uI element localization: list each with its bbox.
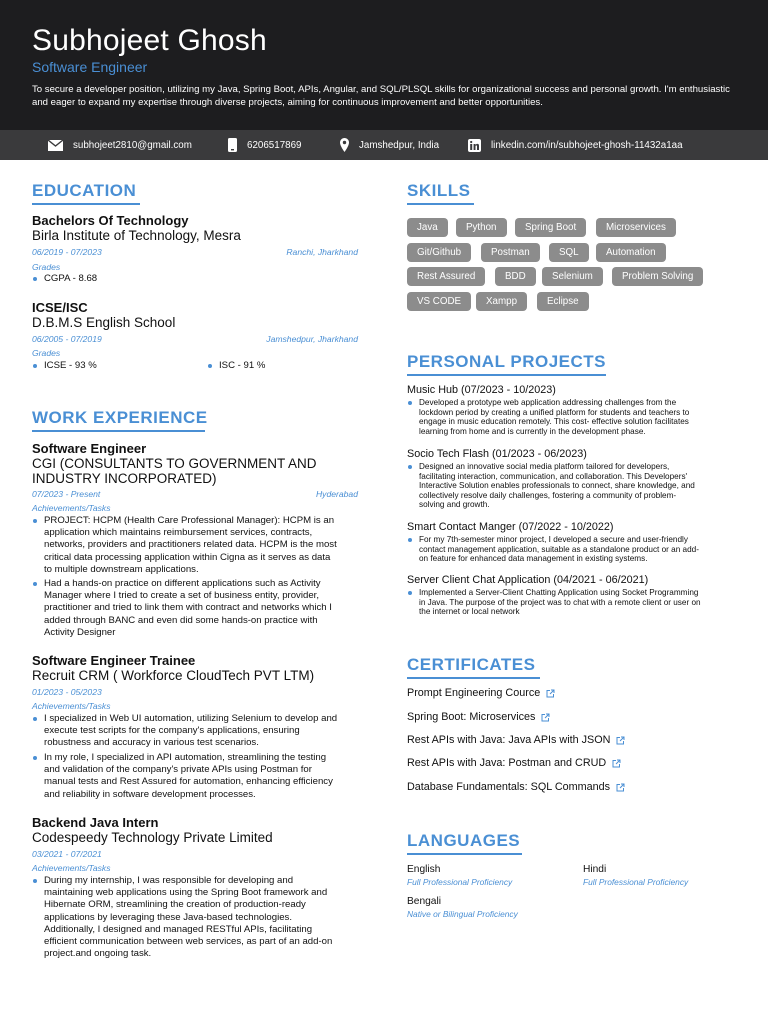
edu1-grades-label: Grades — [32, 262, 61, 272]
job1-location: Hyderabad — [315, 489, 358, 499]
project3-title: Smart Contact Manger (07/2022 - 10/2022) — [407, 521, 614, 533]
certificates-title: CERTIFICATES — [407, 655, 536, 674]
skill-pill: Selenium — [542, 267, 603, 286]
certificate-label: Spring Boot: Microservices — [407, 711, 536, 723]
skills-title: SKILLS — [407, 181, 471, 200]
job3-dates: 03/2021 - 07/2021 — [32, 849, 102, 859]
work-title: WORK EXPERIENCE — [32, 408, 208, 427]
contact-email[interactable] — [48, 130, 192, 160]
job3-position: Backend Java Intern — [32, 815, 159, 830]
bullet-dot — [408, 591, 412, 595]
skill-pill: Spring Boot — [515, 218, 586, 237]
job1-bullet-2: Had a hands-on practice on different applications such as Activity Manager where I tried to create a set of business entity, provider, practitioner and tried to link them with contract and networks which I added through BANC and even did some hands-on practice with Activity Designer — [44, 578, 332, 638]
phone-icon — [228, 138, 237, 152]
language-level: Full Professional Proficiency — [407, 877, 513, 887]
work-rule — [32, 430, 205, 432]
project2-title: Socio Tech Flash (01/2023 - 06/2023) — [407, 448, 587, 460]
candidate-role: Software Engineer — [32, 59, 148, 75]
language-name: Bengali — [407, 896, 441, 907]
skill-pill: VS CODE — [407, 292, 471, 311]
job2-tasks-label: Achievements/Tasks — [32, 701, 111, 711]
bullet-dot — [33, 879, 37, 883]
external-link-icon — [616, 736, 625, 745]
linkedin-icon — [468, 139, 481, 152]
job2-bullet-2: In my role, I specialized in API automation, streamlining the testing and validation of the company's private APIs using Postman for manual tests and Rest Assured for automation, enhancing efficiency and reliability in software development processes. — [44, 752, 333, 800]
summary-text: To secure a developer position, utilizing my Java, Spring Boot, APIs, Angular, and SQL/PLSQL skills for organizational success and personal growth. I'm enthusiastic and eager to expand my expertise through diverse projects, aiming for continuous improvement and better opportunities. — [32, 84, 730, 108]
skills-rule — [407, 203, 474, 205]
skill-pill: BDD — [495, 267, 536, 286]
bullet-dot — [408, 401, 412, 405]
resume-header — [0, 0, 768, 130]
languages-title: LANGUAGES — [407, 831, 521, 850]
edu2-grades-label: Grades — [32, 348, 61, 358]
bullet-dot — [408, 538, 412, 542]
email-text: subhojeet2810@gmail.com — [73, 139, 192, 151]
certificates-rule — [407, 677, 540, 679]
skill-pill: Microservices — [596, 218, 676, 237]
external-link-icon — [546, 689, 555, 698]
bullet-dot — [33, 364, 37, 368]
bullet-dot — [33, 277, 37, 281]
certificate-item[interactable] — [407, 711, 550, 723]
bullet-dot — [33, 519, 37, 523]
project1-title: Music Hub (07/2023 - 10/2023) — [407, 384, 556, 396]
language-name: English — [407, 864, 441, 875]
bullet-dot — [208, 364, 212, 368]
education-rule — [32, 203, 140, 205]
edu1-dates: 06/2019 - 07/2023 — [32, 247, 102, 257]
linkedin-text: linkedin.com/in/subhojeet-ghosh-11432a1aa — [491, 139, 683, 151]
edu2-location: Jamshedpur, Jharkhand — [266, 334, 358, 344]
certificate-item[interactable] — [407, 687, 555, 699]
edu2-dates: 06/2005 - 07/2019 — [32, 334, 102, 344]
language-level: Full Professional Proficiency — [583, 877, 689, 887]
job1-tasks-label: Achievements/Tasks — [32, 503, 111, 513]
contact-bar — [0, 130, 768, 160]
job1-dates: 07/2023 - Present — [32, 489, 101, 499]
skill-pill: Git/Github — [407, 243, 471, 262]
bullet-dot — [33, 717, 37, 721]
certificate-label: Prompt Engineering Cource — [407, 687, 541, 699]
external-link-icon — [616, 783, 625, 792]
edu1-degree: Bachelors Of Technology — [32, 213, 189, 228]
projects-title: PERSONAL PROJECTS — [407, 352, 607, 371]
project2-description: Designed an innovative social media platform tailored for developers, facilitating interaction, communication, and collaboration. This Developers' Interactive Solution enables professionals to connect, share knowledge, and collectively resolve daily challenges, fostering a community of problem- solving and growth. — [419, 462, 695, 510]
certificate-label: Database Fundamentals: SQL Commands — [407, 781, 611, 793]
bullet-dot — [408, 465, 412, 469]
skill-pill: Automation — [596, 243, 666, 262]
skill-pill: Python — [456, 218, 507, 237]
edu1-grade-1: CGPA - 8.68 — [44, 273, 98, 284]
phone-text: 6206517869 — [247, 139, 302, 151]
edu1-institution: Birla Institute of Technology, Mesra — [32, 228, 241, 243]
edu2-grade-2: ISC - 91 % — [219, 360, 266, 371]
skill-pill: Postman — [481, 243, 540, 262]
job3-bullet-1: During my internship, I was responsible for developing and maintaining web applications using the Spring Boot framework and Hibernate ORM, streamlining the creation of production-ready applications by leveraging these Java-based technologies. Additionally, I designed and managed RESTful APIs, facilitating efficient communication between web services, as part of an add-on project.and ongoing task. — [44, 875, 333, 960]
job1-company-line1: CGI (CONSULTANTS TO GOVERNMENT AND — [32, 456, 317, 471]
job2-bullet-1: I specialized in Web UI automation, utilizing Selenium to develop and execute test scripts for the company's applications, ensuring robustness and accuracy in various test scenarios. — [44, 713, 338, 749]
bullet-dot — [33, 582, 37, 586]
project4-description: Implemented a Server-Client Chatting Application using Socket Programming in Java. The purpose of the project was to chat with a remote client or user on the internet or local network — [419, 588, 701, 617]
job3-tasks-label: Achievements/Tasks — [32, 863, 111, 873]
skill-pill: Problem Solving — [612, 267, 703, 286]
job3-company: Codespeedy Technology Private Limited — [32, 830, 273, 845]
certificate-item[interactable] — [407, 757, 621, 769]
job1-bullet-1: PROJECT: HCPM (Health Care Professional Manager): HCPM is an application which maintains reimbursement services, contracts, networks, providers and practitioners related data. HCPM is the most critical data processing application within Cigna as it serves as data to multiple downstream applications. — [44, 515, 337, 575]
language-name: Hindi — [583, 864, 607, 875]
job1-position: Software Engineer — [32, 441, 147, 456]
edu2-degree: ICSE/ISC — [32, 300, 88, 315]
certificate-item[interactable] — [407, 734, 625, 746]
bullet-dot — [33, 756, 37, 760]
skill-pill: Xampp — [476, 292, 527, 311]
contact-location — [340, 130, 439, 160]
certificate-label: Rest APIs with Java: Postman and CRUD — [407, 757, 607, 769]
skill-pill: Eclipse — [537, 292, 589, 311]
email-icon — [48, 140, 63, 151]
external-link-icon — [541, 713, 550, 722]
education-title: EDUCATION — [32, 181, 137, 200]
certificate-label: Rest APIs with Java: Java APIs with JSON — [407, 734, 611, 746]
job2-position: Software Engineer Trainee — [32, 653, 196, 668]
edu2-institution: D.B.M.S English School — [32, 315, 176, 330]
location-pin-icon — [340, 138, 349, 152]
job1-company-line2: INDUSTRY INCORPORATED) — [32, 471, 217, 486]
external-link-icon — [612, 759, 621, 768]
job2-dates: 01/2023 - 05/2023 — [32, 687, 102, 697]
contact-linkedin[interactable] — [468, 130, 683, 160]
language-level: Native or Bilingual Proficiency — [407, 909, 518, 919]
candidate-name: Subhojeet Ghosh — [32, 24, 267, 57]
project4-title: Server Client Chat Application (04/2021 - 06/2021) — [407, 574, 649, 586]
skill-pill: Java — [407, 218, 448, 237]
job2-company: Recruit CRM ( Workforce CloudTech PVT LTM) — [32, 668, 315, 683]
project1-description: Developed a prototype web application addressing challenges from the lockdown period by creating a unified platform for students and teachers to engage in music education remotely. This cost- effective solution facilitates learning from home and is currently in the development phase. — [419, 398, 690, 436]
certificate-item[interactable] — [407, 781, 625, 793]
location-text: Jamshedpur, India — [359, 139, 440, 151]
edu2-grade-1: ICSE - 93 % — [44, 360, 97, 371]
project3-description: For my 7th-semester minor project, I developed a secure and user-friendly contact management application, suitable as a standalone product or an add- on feature for enhanced data management in existing systems. — [419, 535, 699, 564]
skill-pill: SQL — [549, 243, 589, 262]
edu1-location: Ranchi, Jharkhand — [286, 247, 358, 257]
languages-rule — [407, 853, 522, 855]
projects-rule — [407, 374, 606, 376]
skill-pill: Rest Assured — [407, 267, 485, 286]
contact-phone[interactable] — [228, 130, 302, 160]
